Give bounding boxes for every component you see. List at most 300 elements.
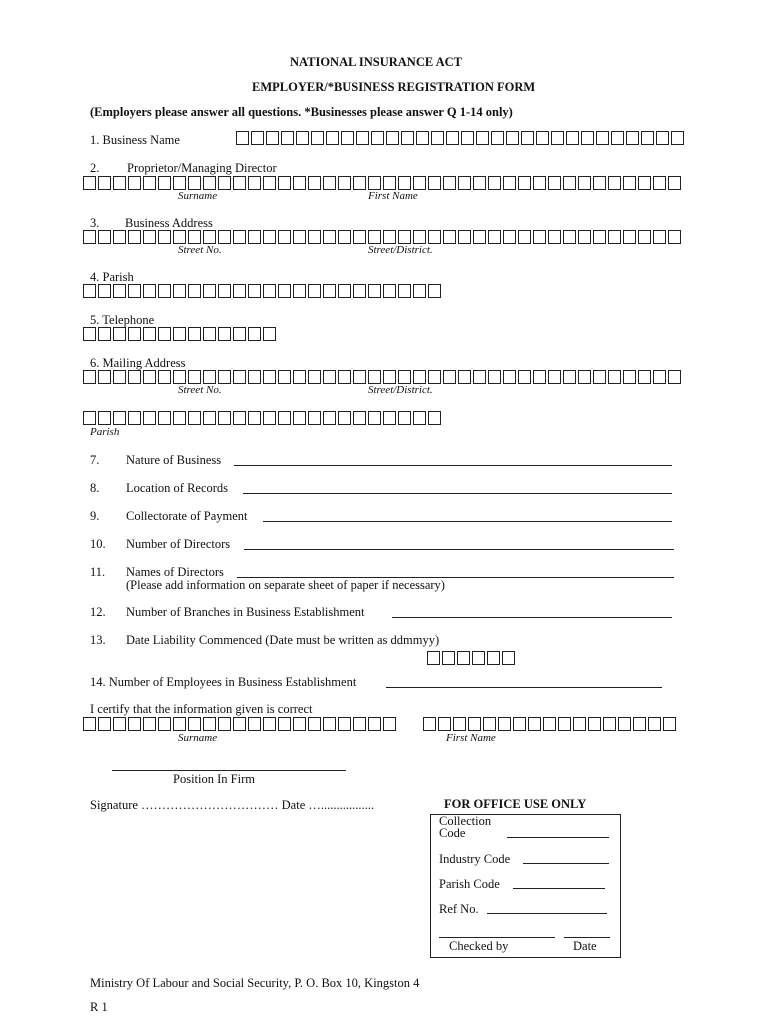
char-box[interactable] [483,717,496,731]
char-box[interactable] [353,370,366,384]
ref-no-field[interactable] [487,901,607,914]
char-box[interactable] [633,717,646,731]
char-box[interactable] [203,176,216,190]
char-box[interactable] [203,327,216,341]
char-box[interactable] [623,176,636,190]
char-box[interactable] [113,327,126,341]
industry-code-label: Industry Code [439,852,511,866]
telephone-boxes[interactable] [83,327,278,341]
char-box[interactable] [503,176,516,190]
char-box[interactable] [263,717,276,731]
char-box[interactable] [128,717,141,731]
char-box[interactable] [473,176,486,190]
char-box[interactable] [513,717,526,731]
char-box[interactable] [248,717,261,731]
char-box[interactable] [438,717,451,731]
char-box[interactable] [476,131,489,145]
char-box[interactable] [461,131,474,145]
char-box[interactable] [398,370,411,384]
char-box[interactable] [578,230,591,244]
char-box[interactable] [218,370,231,384]
char-box[interactable] [128,176,141,190]
director-name-boxes[interactable] [83,176,683,190]
q2-number: 2. [90,161,100,175]
char-box[interactable] [293,717,306,731]
char-box[interactable] [311,131,324,145]
char-box[interactable] [128,284,141,298]
char-box[interactable] [548,176,561,190]
q9-number: 9. [90,509,100,523]
char-box[interactable] [458,176,471,190]
char-box[interactable] [533,176,546,190]
char-box[interactable] [323,176,336,190]
char-box[interactable] [266,131,279,145]
q14-label: 14. Number of Employees in Business Establishment [90,675,357,689]
char-box[interactable] [143,284,156,298]
char-box[interactable] [638,370,651,384]
char-box[interactable] [638,230,651,244]
char-box[interactable] [233,717,246,731]
char-box[interactable] [353,176,366,190]
char-box[interactable] [656,131,669,145]
char-box[interactable] [353,230,366,244]
char-box[interactable] [623,230,636,244]
char-box[interactable] [83,717,96,731]
char-box[interactable] [143,411,156,425]
signature-date-line[interactable]: Signature …………………………… Date …................. [90,798,375,812]
char-box[interactable] [368,717,381,731]
char-box[interactable] [128,230,141,244]
char-box[interactable] [383,230,396,244]
date-field[interactable] [564,927,610,938]
char-box[interactable] [83,176,96,190]
char-box[interactable] [653,176,666,190]
char-box[interactable] [398,176,411,190]
char-box[interactable] [113,284,126,298]
char-box[interactable] [158,411,171,425]
char-box[interactable] [518,176,531,190]
char-box[interactable] [308,230,321,244]
char-box[interactable] [593,176,606,190]
char-box[interactable] [353,284,366,298]
char-box[interactable] [648,717,661,731]
char-box[interactable] [506,131,519,145]
char-box[interactable] [203,411,216,425]
char-box[interactable] [371,131,384,145]
char-box[interactable] [503,230,516,244]
char-box[interactable] [173,176,186,190]
ref-no-label: Ref No. [439,902,479,916]
char-box[interactable] [488,176,501,190]
char-box[interactable] [338,717,351,731]
char-box[interactable] [218,230,231,244]
char-box[interactable] [566,131,579,145]
char-box[interactable] [498,717,511,731]
char-box[interactable] [338,411,351,425]
char-box[interactable] [173,717,186,731]
char-box[interactable] [143,327,156,341]
char-box[interactable] [338,370,351,384]
char-box[interactable] [668,370,681,384]
char-box[interactable] [323,411,336,425]
char-box[interactable] [278,230,291,244]
char-box[interactable] [398,230,411,244]
char-box[interactable] [443,230,456,244]
char-box[interactable] [626,131,639,145]
char-box[interactable] [218,411,231,425]
q8-number: 8. [90,481,100,495]
char-box[interactable] [428,176,441,190]
char-box[interactable] [413,411,426,425]
char-box[interactable] [263,370,276,384]
char-box[interactable] [98,717,111,731]
char-box[interactable] [113,176,126,190]
char-box[interactable] [233,284,246,298]
char-box[interactable] [368,411,381,425]
char-box[interactable] [491,131,504,145]
char-box[interactable] [278,176,291,190]
char-box[interactable] [293,176,306,190]
char-box[interactable] [638,176,651,190]
char-box[interactable] [83,327,96,341]
char-box[interactable] [668,176,681,190]
char-box[interactable] [203,230,216,244]
char-box[interactable] [173,284,186,298]
char-box[interactable] [203,717,216,731]
char-box[interactable] [563,176,576,190]
char-box[interactable] [308,717,321,731]
char-box[interactable] [113,717,126,731]
char-box[interactable] [188,230,201,244]
char-box[interactable] [293,411,306,425]
collectorate-field[interactable] [263,507,672,522]
char-box[interactable] [502,651,515,665]
char-box[interactable] [588,717,601,731]
char-box[interactable] [98,411,111,425]
char-box[interactable] [263,327,276,341]
char-box[interactable] [581,131,594,145]
char-box[interactable] [158,370,171,384]
char-box[interactable] [413,176,426,190]
char-box[interactable] [428,230,441,244]
q13-number: 13. [90,633,106,647]
char-box[interactable] [472,651,485,665]
char-box[interactable] [338,176,351,190]
number-of-branches-field[interactable] [392,603,672,618]
char-box[interactable] [158,284,171,298]
char-box[interactable] [188,176,201,190]
q10-number: 10. [90,537,106,551]
char-box[interactable] [453,717,466,731]
parish-boxes[interactable] [83,284,443,298]
char-box[interactable] [413,230,426,244]
char-box[interactable] [158,230,171,244]
names-of-directors-field[interactable] [237,563,674,578]
char-box[interactable] [248,230,261,244]
char-box[interactable] [353,717,366,731]
char-box[interactable] [323,717,336,731]
char-box[interactable] [173,411,186,425]
char-box[interactable] [413,370,426,384]
footer-address: Ministry Of Labour and Social Security, P. O. Box 10, Kingston 4 [90,976,420,990]
mailing-parish-boxes[interactable] [83,411,443,425]
char-box[interactable] [113,230,126,244]
char-box[interactable] [263,284,276,298]
char-box[interactable] [623,370,636,384]
char-box[interactable] [368,284,381,298]
char-box[interactable] [143,717,156,731]
char-box[interactable] [473,370,486,384]
char-box[interactable] [653,230,666,244]
char-box[interactable] [413,284,426,298]
char-box[interactable] [278,411,291,425]
char-box[interactable] [158,327,171,341]
char-box[interactable] [427,651,440,665]
business-address-boxes[interactable] [83,230,683,244]
char-box[interactable] [383,411,396,425]
char-box[interactable] [487,651,500,665]
char-box[interactable] [263,411,276,425]
char-box[interactable] [173,327,186,341]
char-box[interactable] [293,370,306,384]
char-box[interactable] [83,411,96,425]
number-of-directors-field[interactable] [244,535,674,550]
char-box[interactable] [641,131,654,145]
char-box[interactable] [443,370,456,384]
q13-label: Date Liability Commenced (Date must be written as ddmmyy) [126,633,440,647]
char-box[interactable] [98,284,111,298]
char-box[interactable] [173,370,186,384]
char-box[interactable] [236,131,249,145]
char-box[interactable] [98,230,111,244]
parish-code-label: Parish Code [439,877,500,891]
industry-code-field[interactable] [523,851,609,864]
char-box[interactable] [188,717,201,731]
char-box[interactable] [446,131,459,145]
char-box[interactable] [653,370,666,384]
char-box[interactable] [521,131,534,145]
char-box[interactable] [383,284,396,298]
char-box[interactable] [293,230,306,244]
char-box[interactable] [203,370,216,384]
char-box[interactable] [457,651,470,665]
char-box[interactable] [618,717,631,731]
char-box[interactable] [543,717,556,731]
char-box[interactable] [128,411,141,425]
char-box[interactable] [248,327,261,341]
char-box[interactable] [98,327,111,341]
char-box[interactable] [251,131,264,145]
char-box[interactable] [263,176,276,190]
q10-label: Number of Directors [126,537,231,551]
char-box[interactable] [563,370,576,384]
char-box[interactable] [248,176,261,190]
char-box[interactable] [536,131,549,145]
char-box[interactable] [281,131,294,145]
char-box[interactable] [293,284,306,298]
char-box[interactable] [143,176,156,190]
char-box[interactable] [428,370,441,384]
char-box[interactable] [188,327,201,341]
certify-first-name-boxes[interactable] [423,717,678,731]
char-box[interactable] [341,131,354,145]
char-box[interactable] [401,131,414,145]
char-box[interactable] [458,370,471,384]
char-box[interactable] [233,411,246,425]
char-box[interactable] [188,284,201,298]
business-name-boxes[interactable] [236,131,686,145]
checked-by-field[interactable] [439,927,555,938]
char-box[interactable] [473,230,486,244]
char-box[interactable] [278,284,291,298]
char-box[interactable] [578,176,591,190]
char-box[interactable] [488,230,501,244]
char-box[interactable] [428,284,441,298]
char-box[interactable] [296,131,309,145]
char-box[interactable] [608,230,621,244]
char-box[interactable] [188,411,201,425]
char-box[interactable] [668,230,681,244]
char-box[interactable] [383,717,396,731]
char-box[interactable] [368,230,381,244]
char-box[interactable] [533,230,546,244]
char-box[interactable] [143,230,156,244]
char-box[interactable] [278,370,291,384]
char-box[interactable] [113,411,126,425]
char-box[interactable] [548,230,561,244]
char-box[interactable] [308,411,321,425]
collection-code-field[interactable] [507,825,609,838]
char-box[interactable] [442,651,455,665]
char-box[interactable] [593,370,606,384]
char-box[interactable] [83,230,96,244]
char-box[interactable] [663,717,676,731]
char-box[interactable] [563,230,576,244]
char-box[interactable] [128,327,141,341]
certify-surname-caption: Surname [178,732,218,744]
char-box[interactable] [603,717,616,731]
char-box[interactable] [398,411,411,425]
char-box[interactable] [368,176,381,190]
char-box[interactable] [353,411,366,425]
char-box[interactable] [671,131,684,145]
char-box[interactable] [356,131,369,145]
location-of-records-field[interactable] [243,479,672,494]
char-box[interactable] [158,717,171,731]
char-box[interactable] [233,327,246,341]
char-box[interactable] [128,370,141,384]
char-box[interactable] [248,370,261,384]
char-box[interactable] [368,370,381,384]
q11-label: Names of Directors [126,565,224,579]
char-box[interactable] [98,370,111,384]
char-box[interactable] [548,370,561,384]
char-box[interactable] [323,230,336,244]
certify-first-name-caption: First Name [446,732,496,744]
char-box[interactable] [218,717,231,731]
q11-note: (Please add information on separate sheet of paper if necessary) [126,578,445,592]
char-box[interactable] [173,230,186,244]
mailing-address-boxes[interactable] [83,370,683,384]
char-box[interactable] [218,284,231,298]
char-box[interactable] [428,411,441,425]
number-of-employees-field[interactable] [386,673,662,688]
char-box[interactable] [188,370,201,384]
char-box[interactable] [416,131,429,145]
char-box[interactable] [143,370,156,384]
char-box[interactable] [158,176,171,190]
char-box[interactable] [248,284,261,298]
char-box[interactable] [326,131,339,145]
char-box[interactable] [278,717,291,731]
char-box[interactable] [596,131,609,145]
char-box[interactable] [233,230,246,244]
char-box[interactable] [593,230,606,244]
char-box[interactable] [458,230,471,244]
char-box[interactable] [383,370,396,384]
date-liability-boxes[interactable] [427,651,517,665]
char-box[interactable] [573,717,586,731]
char-box[interactable] [503,370,516,384]
char-box[interactable] [608,176,621,190]
char-box[interactable] [233,370,246,384]
char-box[interactable] [218,327,231,341]
char-box[interactable] [308,284,321,298]
char-box[interactable] [83,284,96,298]
q5-label: 5. Telephone [90,313,155,327]
char-box[interactable] [323,284,336,298]
char-box[interactable] [113,370,126,384]
char-box[interactable] [518,370,531,384]
certify-surname-boxes[interactable] [83,717,398,731]
parish-code-field[interactable] [513,876,605,889]
char-box[interactable] [551,131,564,145]
char-box[interactable] [518,230,531,244]
char-box[interactable] [323,370,336,384]
char-box[interactable] [233,176,246,190]
char-box[interactable] [338,284,351,298]
position-in-firm-field[interactable] [112,758,346,771]
char-box[interactable] [386,131,399,145]
char-box[interactable] [383,176,396,190]
char-box[interactable] [468,717,481,731]
mailing-street-district-caption: Street/District. [368,384,433,396]
char-box[interactable] [533,370,546,384]
char-box[interactable] [248,411,261,425]
char-box[interactable] [431,131,444,145]
char-box[interactable] [308,176,321,190]
nature-of-business-field[interactable] [234,451,672,466]
street-district-caption: Street/District. [368,244,433,256]
char-box[interactable] [488,370,501,384]
char-box[interactable] [608,370,621,384]
char-box[interactable] [443,176,456,190]
char-box[interactable] [611,131,624,145]
char-box[interactable] [338,230,351,244]
char-box[interactable] [203,284,216,298]
char-box[interactable] [528,717,541,731]
char-box[interactable] [578,370,591,384]
char-box[interactable] [423,717,436,731]
char-box[interactable] [263,230,276,244]
char-box[interactable] [398,284,411,298]
char-box[interactable] [98,176,111,190]
char-box[interactable] [308,370,321,384]
char-box[interactable] [558,717,571,731]
char-box[interactable] [83,370,96,384]
char-box[interactable] [218,176,231,190]
q3-number: 3. [90,216,100,230]
